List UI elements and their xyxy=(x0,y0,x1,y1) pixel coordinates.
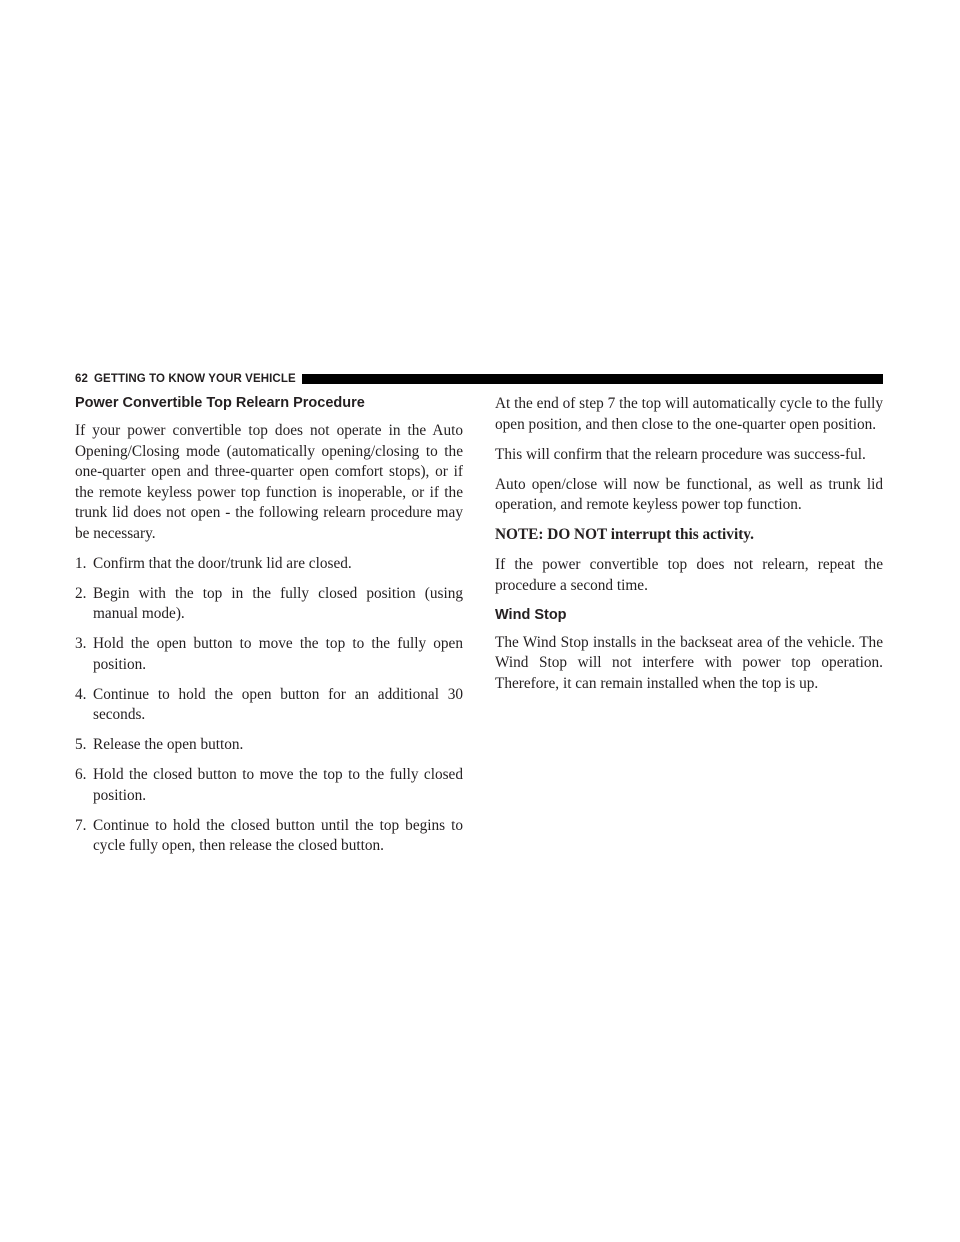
note-text: NOTE: DO NOT interrupt this activity. xyxy=(495,526,754,543)
step-item xyxy=(75,584,463,625)
step-text: Release the open button. xyxy=(93,736,244,753)
repeat-paragraph: If the power convertible top does not relearn, repeat the procedure a second time. xyxy=(495,556,883,594)
step-number: 1. xyxy=(75,554,87,572)
step-item xyxy=(75,685,463,726)
step-number: 5. xyxy=(75,736,87,753)
step-item xyxy=(75,816,463,857)
confirm-paragraph: This will confirm that the relearn procedure was success-ful. xyxy=(495,445,866,463)
step-item xyxy=(75,634,463,675)
right-column xyxy=(495,394,883,704)
running-header xyxy=(75,372,883,386)
section-title: GETTING TO KNOW YOUR VEHICLE xyxy=(94,373,296,385)
page-number: 62 xyxy=(75,373,88,385)
wind-stop-heading: Wind Stop xyxy=(495,606,567,623)
step-text: Hold the closed button to move the top to the fully closed position. xyxy=(93,766,463,804)
cycle-paragraph: At the end of step 7 the top will automatically cycle to the fully open position, and then close to the one-quarter open position. xyxy=(495,395,883,433)
relearn-steps-list xyxy=(75,554,463,857)
step-number: 4. xyxy=(75,685,87,703)
step-item xyxy=(75,735,463,756)
left-column xyxy=(75,394,463,866)
step-number: 3. xyxy=(75,635,87,652)
step-text: Continue to hold the open button for an additional 30 seconds. xyxy=(93,685,463,723)
step-number: 2. xyxy=(75,584,87,602)
step-number: 6. xyxy=(75,766,87,783)
step-item xyxy=(75,765,463,806)
step-text: Begin with the top in the fully closed position (using manual mode). xyxy=(93,584,463,622)
relearn-procedure-heading: Power Convertible Top Relearn Procedure xyxy=(75,395,365,411)
functional-paragraph: Auto open/close will now be functional, as well as trunk lid operation, and remote keyless power top function. xyxy=(495,475,883,513)
header-rule xyxy=(302,374,883,384)
step-text: Continue to hold the closed button until the top begins to cycle fully open, then release the closed button. xyxy=(93,816,463,854)
step-item xyxy=(75,554,463,575)
step-text: Hold the open button to move the top to the fully open position. xyxy=(93,635,463,673)
wind-stop-paragraph: The Wind Stop installs in the backseat area of the vehicle. The Wind Stop will not interfere with power top operation. Therefore, it can remain installed when the top is up. xyxy=(495,633,883,692)
relearn-intro-paragraph: If your power convertible top does not operate in the Auto Opening/Closing mode (automatically opening/closing to the one-quarter open and three-quarter open comfort stops), or if the remote keyless power top function is inoperable, or if the trunk lid does not open - the following relearn procedure may be necessary. xyxy=(75,422,463,542)
step-number: 7. xyxy=(75,816,87,834)
step-text: Confirm that the door/trunk lid are closed. xyxy=(93,554,352,572)
